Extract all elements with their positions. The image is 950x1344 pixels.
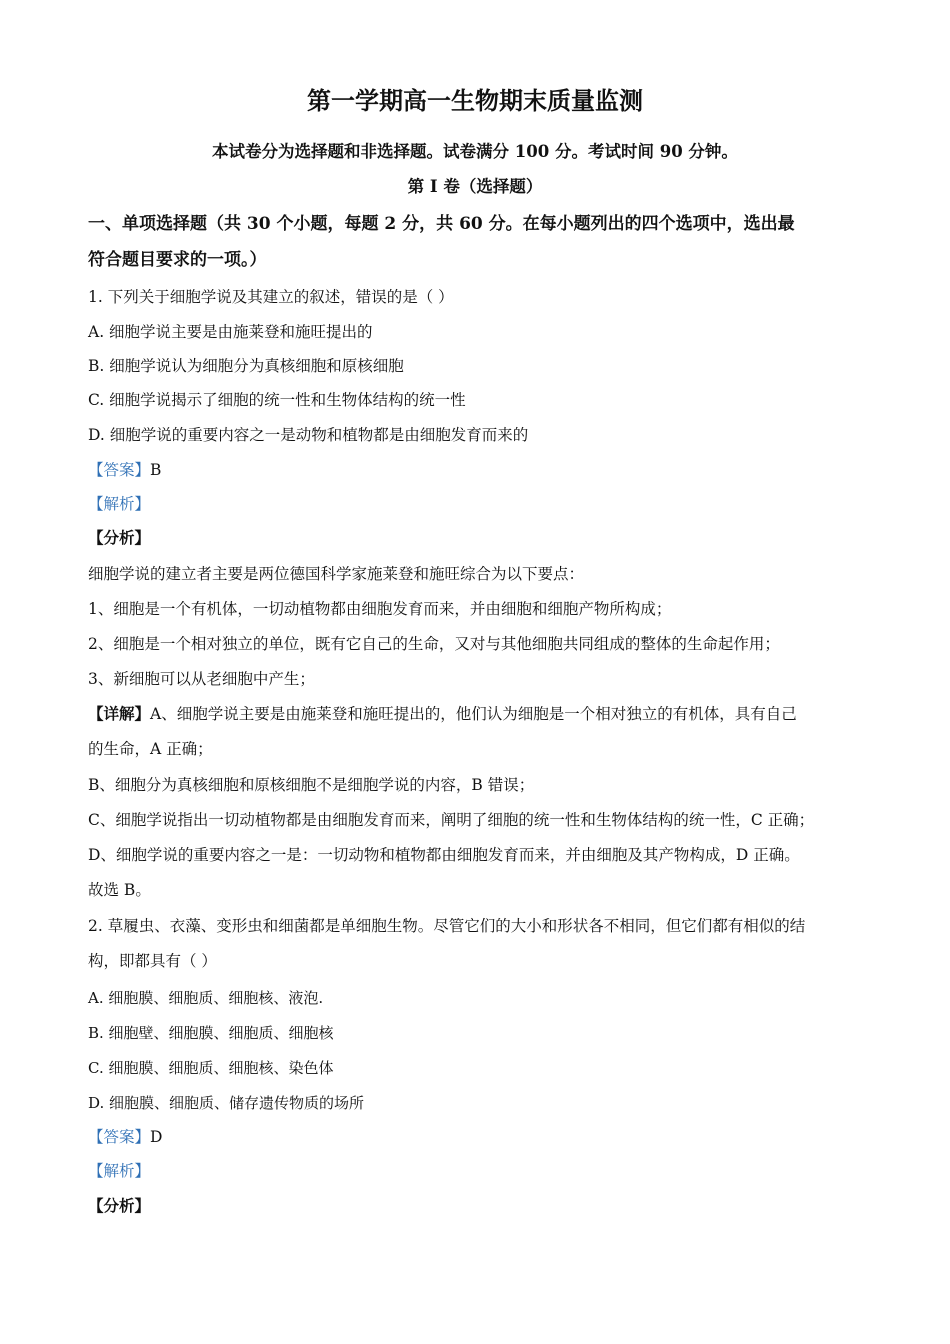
- detail-tag: 【详解】: [88, 704, 151, 723]
- detail-text: A、细胞学说主要是由施莱登和施旺提出的，他们认为细胞是一个相对独立的有机体，具有自己: [150, 705, 797, 723]
- question-1-option-a: A. 细胞学说主要是由施莱登和施旺提出的: [88, 323, 373, 341]
- question-2-answer: [88, 1127, 162, 1147]
- analysis-line-1: 细胞学说的建立者主要是两位德国科学家施莱登和施旺综合为以下要点：: [88, 565, 585, 583]
- detail-line-2: 的生命，A 正确；: [88, 740, 213, 758]
- section-heading-line2: 符合题目要求的一项。）: [88, 250, 267, 270]
- answer-tag: 【答案】: [88, 461, 151, 479]
- detail-line-6: 故选 B。: [88, 881, 151, 899]
- question-1-fenxi-tag: 【分析】: [88, 528, 151, 547]
- detail-line-1: [88, 704, 797, 724]
- answer-value: D: [150, 1128, 163, 1146]
- analysis-line-4: 3、新细胞可以从老细胞中产生；: [88, 670, 315, 688]
- analysis-line-3: 2、细胞是一个相对独立的单位，既有它自己的生命，又对与其他细胞共同组成的整体的生命起作用；: [88, 635, 780, 653]
- part-title: 第 I 卷（选择题）: [407, 177, 543, 196]
- question-1-option-b: B. 细胞学说认为细胞分为真核细胞和原核细胞: [88, 357, 404, 375]
- answer-tag: 【答案】: [88, 1128, 151, 1146]
- section-heading-line1: 一、单项选择题（共 30 个小题，每题 2 分，共 60 分。在每小题列出的四个选项中，选出最: [88, 214, 795, 234]
- detail-line-5: D、细胞学说的重要内容之一是：一切动物和植物都由细胞发育而来，并由细胞及其产物构成，D 正确。: [88, 846, 800, 864]
- exam-intro: 本试卷分为选择题和非选择题。试卷满分 100 分。考试时间 90 分钟。: [212, 142, 738, 161]
- question-1-answer: [88, 460, 161, 480]
- question-2-option-b: B. 细胞壁、细胞膜、细胞质、细胞核: [88, 1024, 334, 1042]
- question-2-jiexi-tag: 【解析】: [88, 1162, 151, 1180]
- question-2-option-d: D. 细胞膜、细胞质、储存遗传物质的场所: [88, 1094, 365, 1112]
- detail-line-3: B、细胞分为真核细胞和原核细胞不是细胞学说的内容，B 错误；: [88, 776, 535, 794]
- question-1-stem: 1. 下列关于细胞学说及其建立的叙述，错误的是（ ）: [88, 288, 454, 306]
- answer-value: B: [150, 461, 162, 479]
- question-2-stem-line2: 构，即都具有（ ）: [88, 952, 217, 970]
- question-1-option-c: C. 细胞学说揭示了细胞的统一性和生物体结构的统一性: [88, 391, 466, 409]
- question-2-option-a: A. 细胞膜、细胞质、细胞核、液泡.: [88, 989, 324, 1007]
- question-2-fenxi-tag: 【分析】: [88, 1196, 151, 1215]
- question-2-stem-line1: 2. 草履虫、衣藻、变形虫和细菌都是单细胞生物。尽管它们的大小和形状各不相同，但它们都有相似的结: [88, 917, 806, 935]
- analysis-line-2: 1、细胞是一个有机体，一切动植物都由细胞发育而来，并由细胞和细胞产物所构成；: [88, 600, 672, 618]
- question-2-option-c: C. 细胞膜、细胞质、细胞核、染色体: [88, 1059, 334, 1077]
- question-1-jiexi-tag: 【解析】: [88, 495, 151, 513]
- question-1-option-d: D. 细胞学说的重要内容之一是动物和植物都是由细胞发育而来的: [88, 426, 529, 444]
- page-title: 第一学期高一生物期末质量监测: [307, 86, 643, 115]
- detail-line-4: C、细胞学说指出一切动植物都是由细胞发育而来，阐明了细胞的统一性和生物体结构的统一性，C 正确；: [88, 811, 815, 829]
